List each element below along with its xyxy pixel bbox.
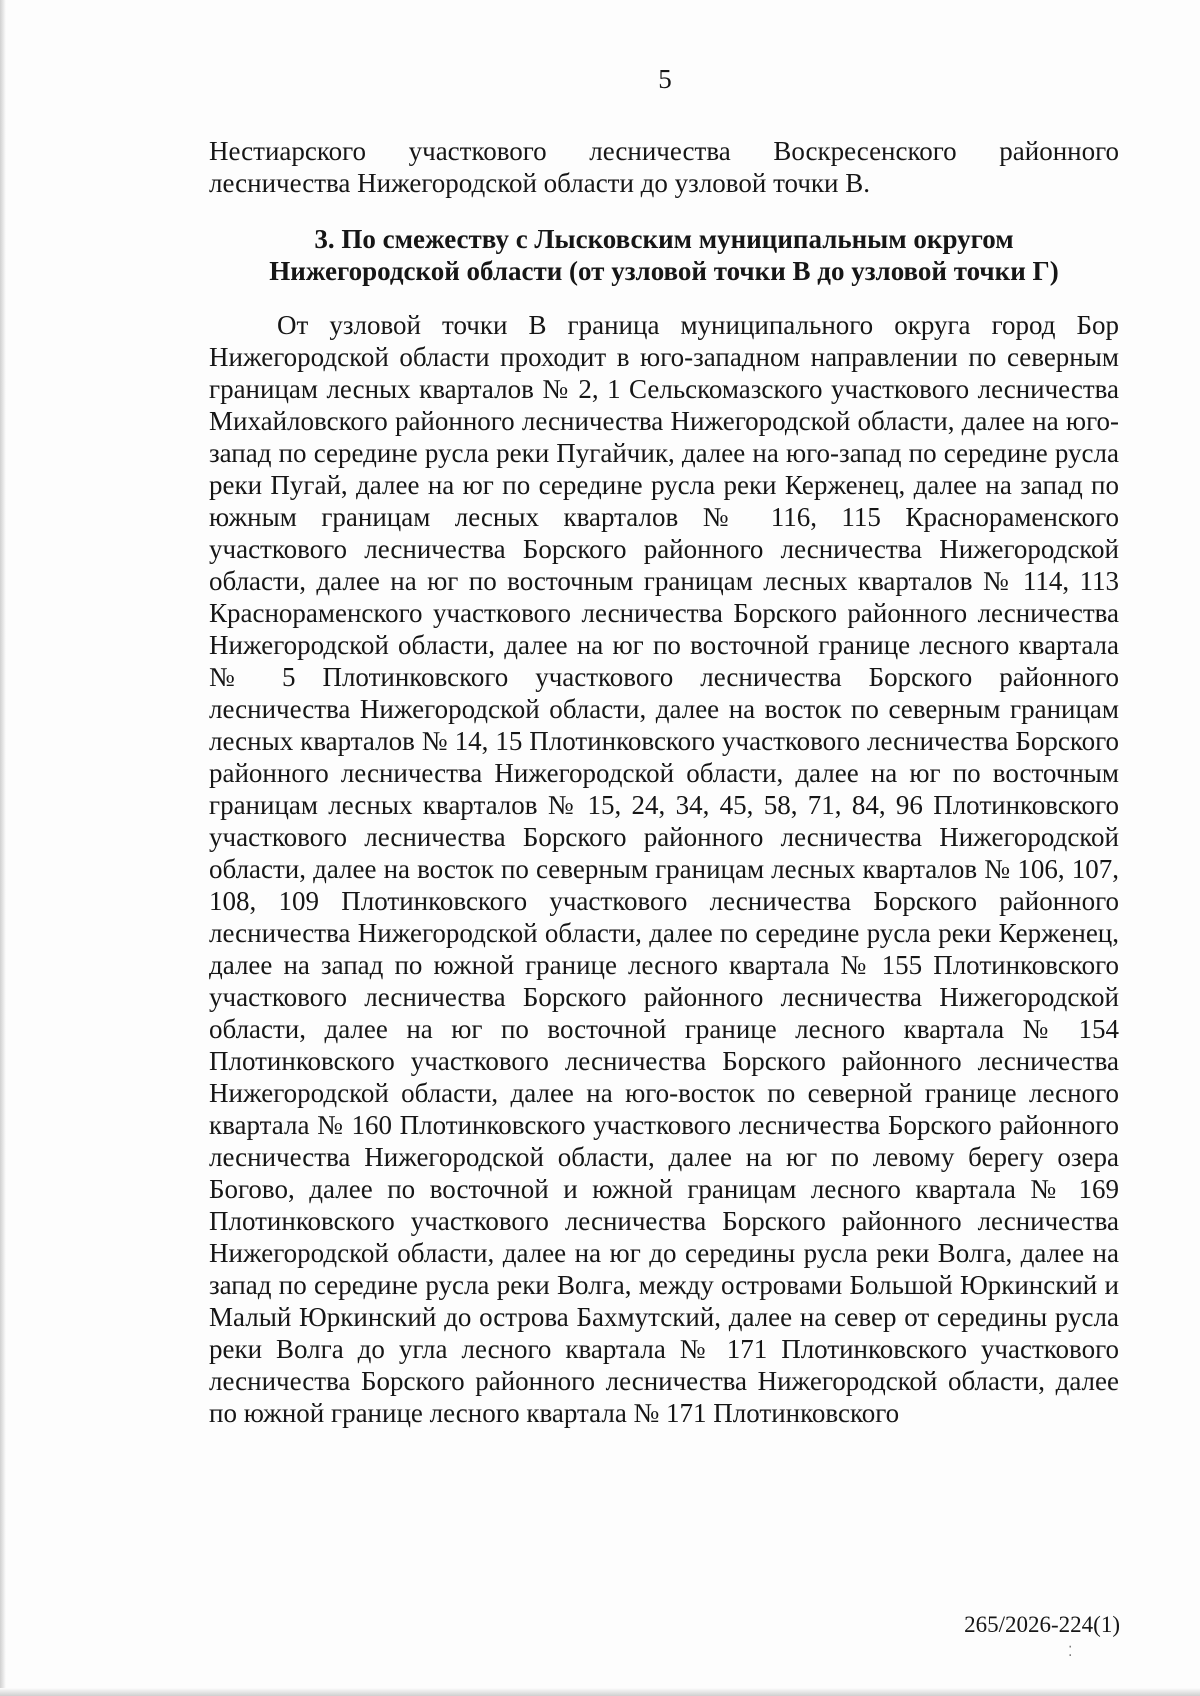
document-body — [209, 135, 1119, 1429]
main-paragraph: От узловой точки В граница муниципального округа город Бор Нижегородской области проходит в юго-западном направлении по северным границам лесных кварталов № 2, 1 Сельскомазского участкового лесничества Михайловского районного лесничества Нижегородской области, далее на юго-запад по середине русла реки Пугайчик, далее на юго-запад по середине русла реки Пугай, далее на юг по середине русла реки Керженец, далее на запад по южным границам лесных кварталов № 116, 115 Краснораменского участкового лесничества Борского районного лесничества Нижегородской области, далее на юг по восточным границам лесных кварталов № 114, 113 Краснораменского участкового лесничества Борского районного лесничества Нижегородской области, далее на юг по восточной границе лесного квартала № 5 Плотинковского участкового лесничества Борского районного лесничества Нижегородской области, далее на восток по северным границам лесных кварталов № 14, 15 Плотинковского участкового лесничества Борского районного лесничества Нижегородской области, далее на юг по восточным границам лесных кварталов № 15, 24, 34, 45, 58, 71, 84, 96 Плотинковского участкового лесничества Борского районного лесничества Нижегородской области, далее на восток по северным границам лесных кварталов № 106, 107, 108, 109 Плотинковского участкового лесничества Борского районного лесничества Нижегородской области, далее по середине русла реки Керженец, далее на запад по южной границе лесного квартала № 155 Плотинковского участкового лесничества Борского районного лесничества Нижегородской области, далее на юг по восточной границе лесного квартала № 154 Плотинковского участкового лесничества Борского районного лесничества Нижегородской области, далее на юго-восток по северной границе лесного квартала № 160 Плотинковского участкового лесничества Борского районного лесничества Нижегородской области, далее на юг по левому берегу озера Богово, далее по восточной и южной границам лесного квартала № 169 Плотинковского участкового лесничества Борского районного лесничества Нижегородской области, далее на юг до середины русла реки Волга, далее на запад по середине русла реки Волга, между островами Большой Юркинский и Малый Юркинский до острова Бахмутский, далее на север от середины русла реки Волга до угла лесного квартала № 171 Плотинковского участкового лесничества Борского районного лесничества Нижегородской области, далее по южной границе лесного квартала № 171 Плотинковского — [209, 310, 1119, 1428]
scan-edge-left — [0, 0, 6, 1696]
section-heading-line-2: Нижегородской области (от узловой точки В до узловой точки Г) — [269, 256, 1059, 286]
intro-paragraph: Нестиарского участкового лесничества Воскресенского районного лесничества Нижегородской области до узловой точки В. — [209, 136, 1119, 198]
scan-mark: ⁚ — [1068, 1645, 1073, 1660]
section-heading-line-1: 3. По смежеству с Лысковским муниципальным округом — [314, 224, 1014, 254]
document-number: 265/2026-224(1) — [964, 1612, 1120, 1637]
section-heading — [209, 223, 1119, 287]
page-number: 5 — [658, 64, 672, 94]
scan-edge-bottom — [0, 1688, 1200, 1696]
